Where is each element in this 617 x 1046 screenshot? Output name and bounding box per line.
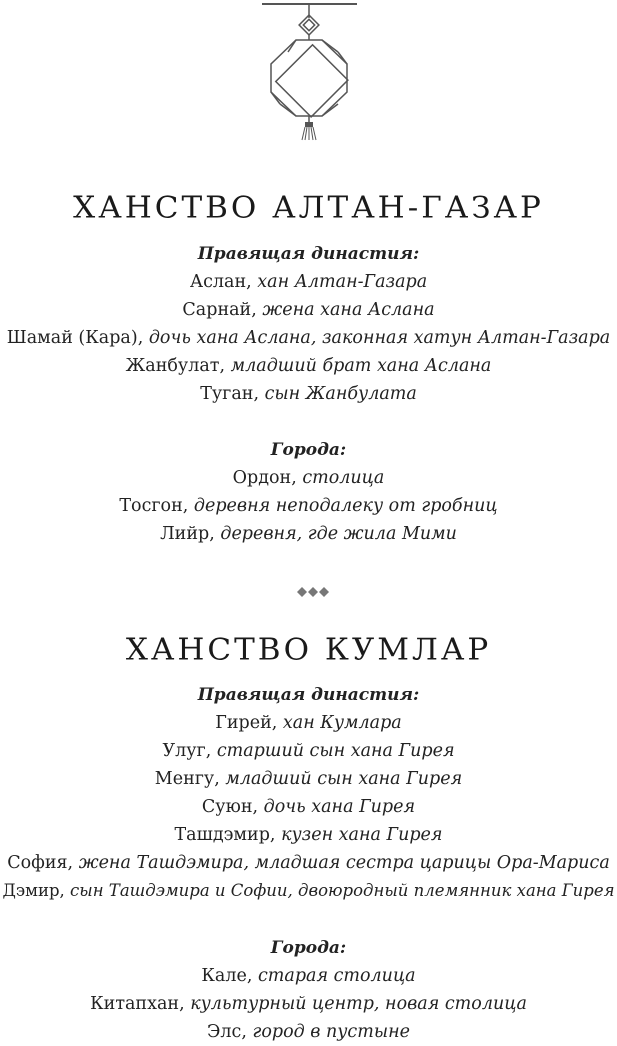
dynasty-entry: Жанбулат, младший брат хана Аслана: [125, 356, 492, 376]
section-title-kumlar: ХАНСТВО КУМЛАР: [125, 632, 492, 668]
city-entry: Кале, старая столица: [201, 966, 416, 986]
dynasty-entry: Туган, сын Жанбулата: [200, 384, 417, 404]
dynasty-heading: Правящая династия:: [197, 244, 420, 264]
city-entry: Элс, город в пустыне: [207, 1022, 410, 1042]
cities-heading: Города:: [270, 440, 347, 460]
diamond-icon: [308, 587, 318, 597]
dynasty-entry: Дэмир, сын Ташдэмира и Софии, двоюродный племянник хана Гирея: [2, 881, 615, 900]
city-entry: Тосгон, деревня неподалеку от гробниц: [119, 496, 498, 516]
dynasty-entry: Шамай (Кара), дочь хана Аслана, законная хатун Алтан-Газара: [6, 328, 611, 348]
diamond-icon: [319, 587, 329, 597]
dynasty-entry: Суюн, дочь хана Гирея: [201, 797, 416, 817]
dynasty-entry: София, жена Ташдэмира, младшая сестра царицы Ора-Мариса: [7, 853, 610, 873]
dynasty-entry: Гирей, хан Кумлара: [215, 713, 402, 733]
dynasty-entry: Сарнай, жена хана Аслана: [182, 300, 435, 320]
city-entry: Ордон, столица: [232, 468, 385, 488]
diamond-divider: [0, 582, 617, 602]
city-entry: Лийр, деревня, где жила Мими: [160, 524, 457, 544]
hanging-lantern-ornament: [0, 0, 617, 150]
dynasty-entry: Аслан, хан Алтан-Газара: [189, 272, 428, 292]
city-entry: Китапхан, культурный центр, новая столица: [90, 994, 527, 1014]
section-title-altan-gazar: ХАНСТВО АЛТАН-ГАЗАР: [73, 190, 544, 226]
dynasty-heading: Правящая династия:: [197, 685, 420, 705]
dynasty-entry: Улуг, старший сын хана Гирея: [162, 741, 455, 761]
dynasty-entry: Менгу, младший сын хана Гирея: [154, 769, 463, 789]
diamond-icon: [297, 587, 307, 597]
cities-heading: Города:: [270, 938, 347, 958]
dynasty-entry: Ташдэмир, кузен хана Гирея: [174, 825, 443, 845]
